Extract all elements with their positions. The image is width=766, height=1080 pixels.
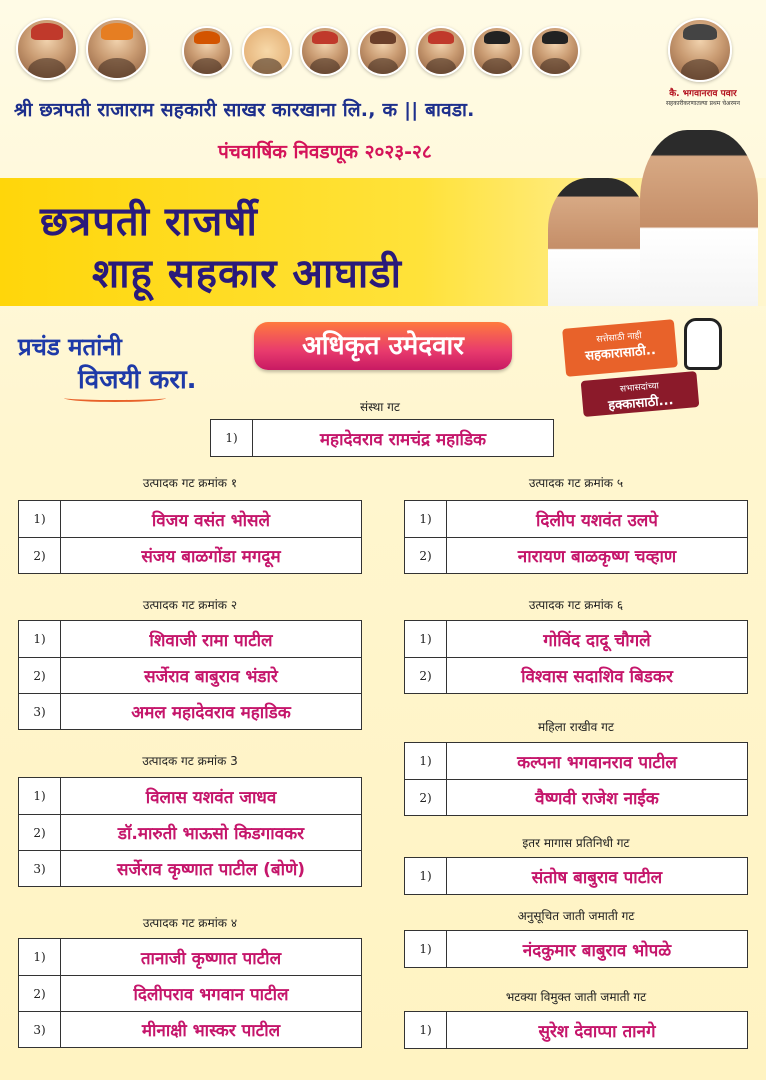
portrait-4 [242,26,292,76]
candidate-table-g4 [18,938,362,1048]
candidate-table-g1 [18,500,362,574]
candidate-name: दिलीपराव भगवान पाटील [133,985,289,1005]
alliance-line-1: छत्रपती राजर्षी [40,199,258,245]
candidate-name: संजय बाळगोंडा मगदूम [141,547,281,567]
group-title-g1: उत्पादक गट क्रमांक १ [142,476,238,490]
candidate-name: सुरेश देवाप्पा तानगे [538,1021,656,1042]
candidate-name: गोविंद दादू चौगले [543,630,651,651]
candidate-number: 1) [19,621,61,657]
candidate-table-g3 [18,777,362,887]
candidate-number: 3) [19,694,61,729]
slogan-badge-1-big: सहकारासाठी.. [584,342,657,365]
group-title-sc: अनुसूचित जाती जमाती गट [517,909,635,923]
candidate-table-nt [404,1011,748,1049]
candidate-number: 1) [405,858,447,894]
candidate-number: 2) [405,780,447,815]
candidate-number: 2) [405,658,447,693]
candidate-table-g6 [404,620,748,694]
candidate-name: संतोष बाबुराव पाटील [531,867,663,888]
table-row [19,621,361,657]
candidate-number: 1) [19,939,61,975]
slogan-badge-2-big: हक्कासाठी... [607,393,674,414]
portrait-2 [86,18,148,80]
table-row [405,657,747,693]
group-title-g5: उत्पादक गट क्रमांक ५ [528,476,624,490]
candidate-name: सर्जेराव कृष्णात पाटील (बोणे) [116,860,306,880]
candidate-table-obc [404,857,748,895]
org-title: श्री छत्रपती राजाराम सहकारी साखर कारखाना लि., क || बावडा. [14,99,475,121]
candidate-table-sc [404,930,748,968]
candidate-name: मीनाक्षी भास्कर पाटील [141,1021,281,1041]
candidate-number: 1) [405,501,447,537]
portrait-5 [300,26,350,76]
candidate-name: विश्वास सदाशिव बिडकर [521,667,673,687]
candidate-name: अमल महादेवराव महाडिक [131,703,291,723]
table-row [19,850,361,886]
portrait-6 [358,26,408,76]
candidate-number: 2) [19,658,61,693]
candidate-number: 2) [19,815,61,850]
candidate-name: नंदकुमार बाबुराव भोपळे [522,940,672,961]
appeal-line-2: विजयी करा. [78,365,197,395]
candidate-table-g2 [18,620,362,730]
candidate-number: 2) [19,538,61,573]
group-title-obc: इतर मागास प्रतिनिधी गट [522,836,630,850]
slogan-badge-1-small: सत्तेसाठी नाही [595,331,643,346]
group-title-g2: उत्पादक गट क्रमांक २ [142,598,238,612]
table-row [405,537,747,573]
group-title-sanstha: संस्था गट [360,400,400,414]
candidate-name: डॉ.मारुती भाऊसो किडगावकर [117,824,305,844]
candidate-name: विलास यशवंत जाधव [145,787,277,808]
candidate-name: तानाजी कृष्णात पाटील [140,948,282,969]
slogan-badge-1 [562,319,678,377]
founder-name: कै. भगवानराव पवार [669,89,737,99]
table-row [19,1011,361,1047]
table-row [19,693,361,729]
candidate-table-sanstha [210,419,554,457]
founder-block [660,18,760,107]
group-title-nt: भटक्या विमुक्त जाती जमाती गट [505,990,647,1004]
leader-photo-left [548,178,648,306]
candidate-table-women [404,742,748,816]
founder-title: सहकारीकरणातल्या प्रथम चेअरमन [666,100,740,107]
appeal-underline [64,394,166,402]
candidate-table-g5 [404,500,748,574]
founder-portrait [668,18,732,82]
candidate-name: नारायण बाळकृष्ण चव्हाण [517,547,677,567]
candidate-name: शिवाजी रामा पाटील [149,630,273,651]
group-title-g3: उत्पादक गट क्रमांक 3 [142,754,238,768]
official-candidates-label: अधिकृत उमेदवार [254,322,512,370]
table-row [405,779,747,815]
candidate-number: 1) [19,501,61,537]
candidate-number: 2) [405,538,447,573]
table-row [405,931,747,967]
group-title-g6: उत्पादक गट क्रमांक ६ [528,598,624,612]
candidate-name: वैष्णवी राजेश नाईक [535,789,659,809]
table-row [405,1012,747,1048]
table-row [211,420,553,456]
table-row [405,858,747,894]
candidate-name: विजय वसंत भोसले [151,510,271,531]
candidate-number: 1) [211,420,253,456]
table-row [19,501,361,537]
table-row [405,621,747,657]
table-row [19,657,361,693]
portrait-8 [472,26,522,76]
leader-photo-right [640,130,758,306]
table-row [19,814,361,850]
election-title: पंचवार्षिक निवडणूक २०२३-२८ [218,141,432,163]
slogan-badge-2-small: सभासदांच्या [619,381,660,395]
candidate-number: 1) [405,1012,447,1048]
candidate-number: 1) [405,621,447,657]
portrait-7 [416,26,466,76]
candidate-name: दिलीप यशवंत उलपे [536,510,658,531]
table-row [405,501,747,537]
candidate-number: 3) [19,1012,61,1047]
table-row [19,537,361,573]
group-title-women: महिला राखीव गट [538,720,614,734]
group-title-g4: उत्पादक गट क्रमांक ४ [142,916,238,930]
portrait-9 [530,26,580,76]
candidate-number: 3) [19,851,61,886]
alliance-line-2: शाहू सहकार आघाडी [92,251,403,297]
slogan-badge-2 [581,371,700,417]
portrait-1 [16,18,78,80]
table-row [19,778,361,814]
table-row [19,939,361,975]
portrait-3 [182,26,232,76]
table-row [405,743,747,779]
candidate-name: सर्जेराव बाबुराव भंडारे [144,667,278,687]
candidate-number: 1) [405,743,447,779]
candidate-number: 1) [405,931,447,967]
candidate-number: 2) [19,976,61,1011]
raised-fist-icon [684,318,722,370]
table-row [19,975,361,1011]
appeal-line-1: प्रचंड मतांनी [18,333,122,361]
candidate-name: महादेवराव रामचंद्र महाडिक [319,429,487,450]
candidate-name: कल्पना भगवानराव पाटील [517,752,677,773]
candidate-number: 1) [19,778,61,814]
